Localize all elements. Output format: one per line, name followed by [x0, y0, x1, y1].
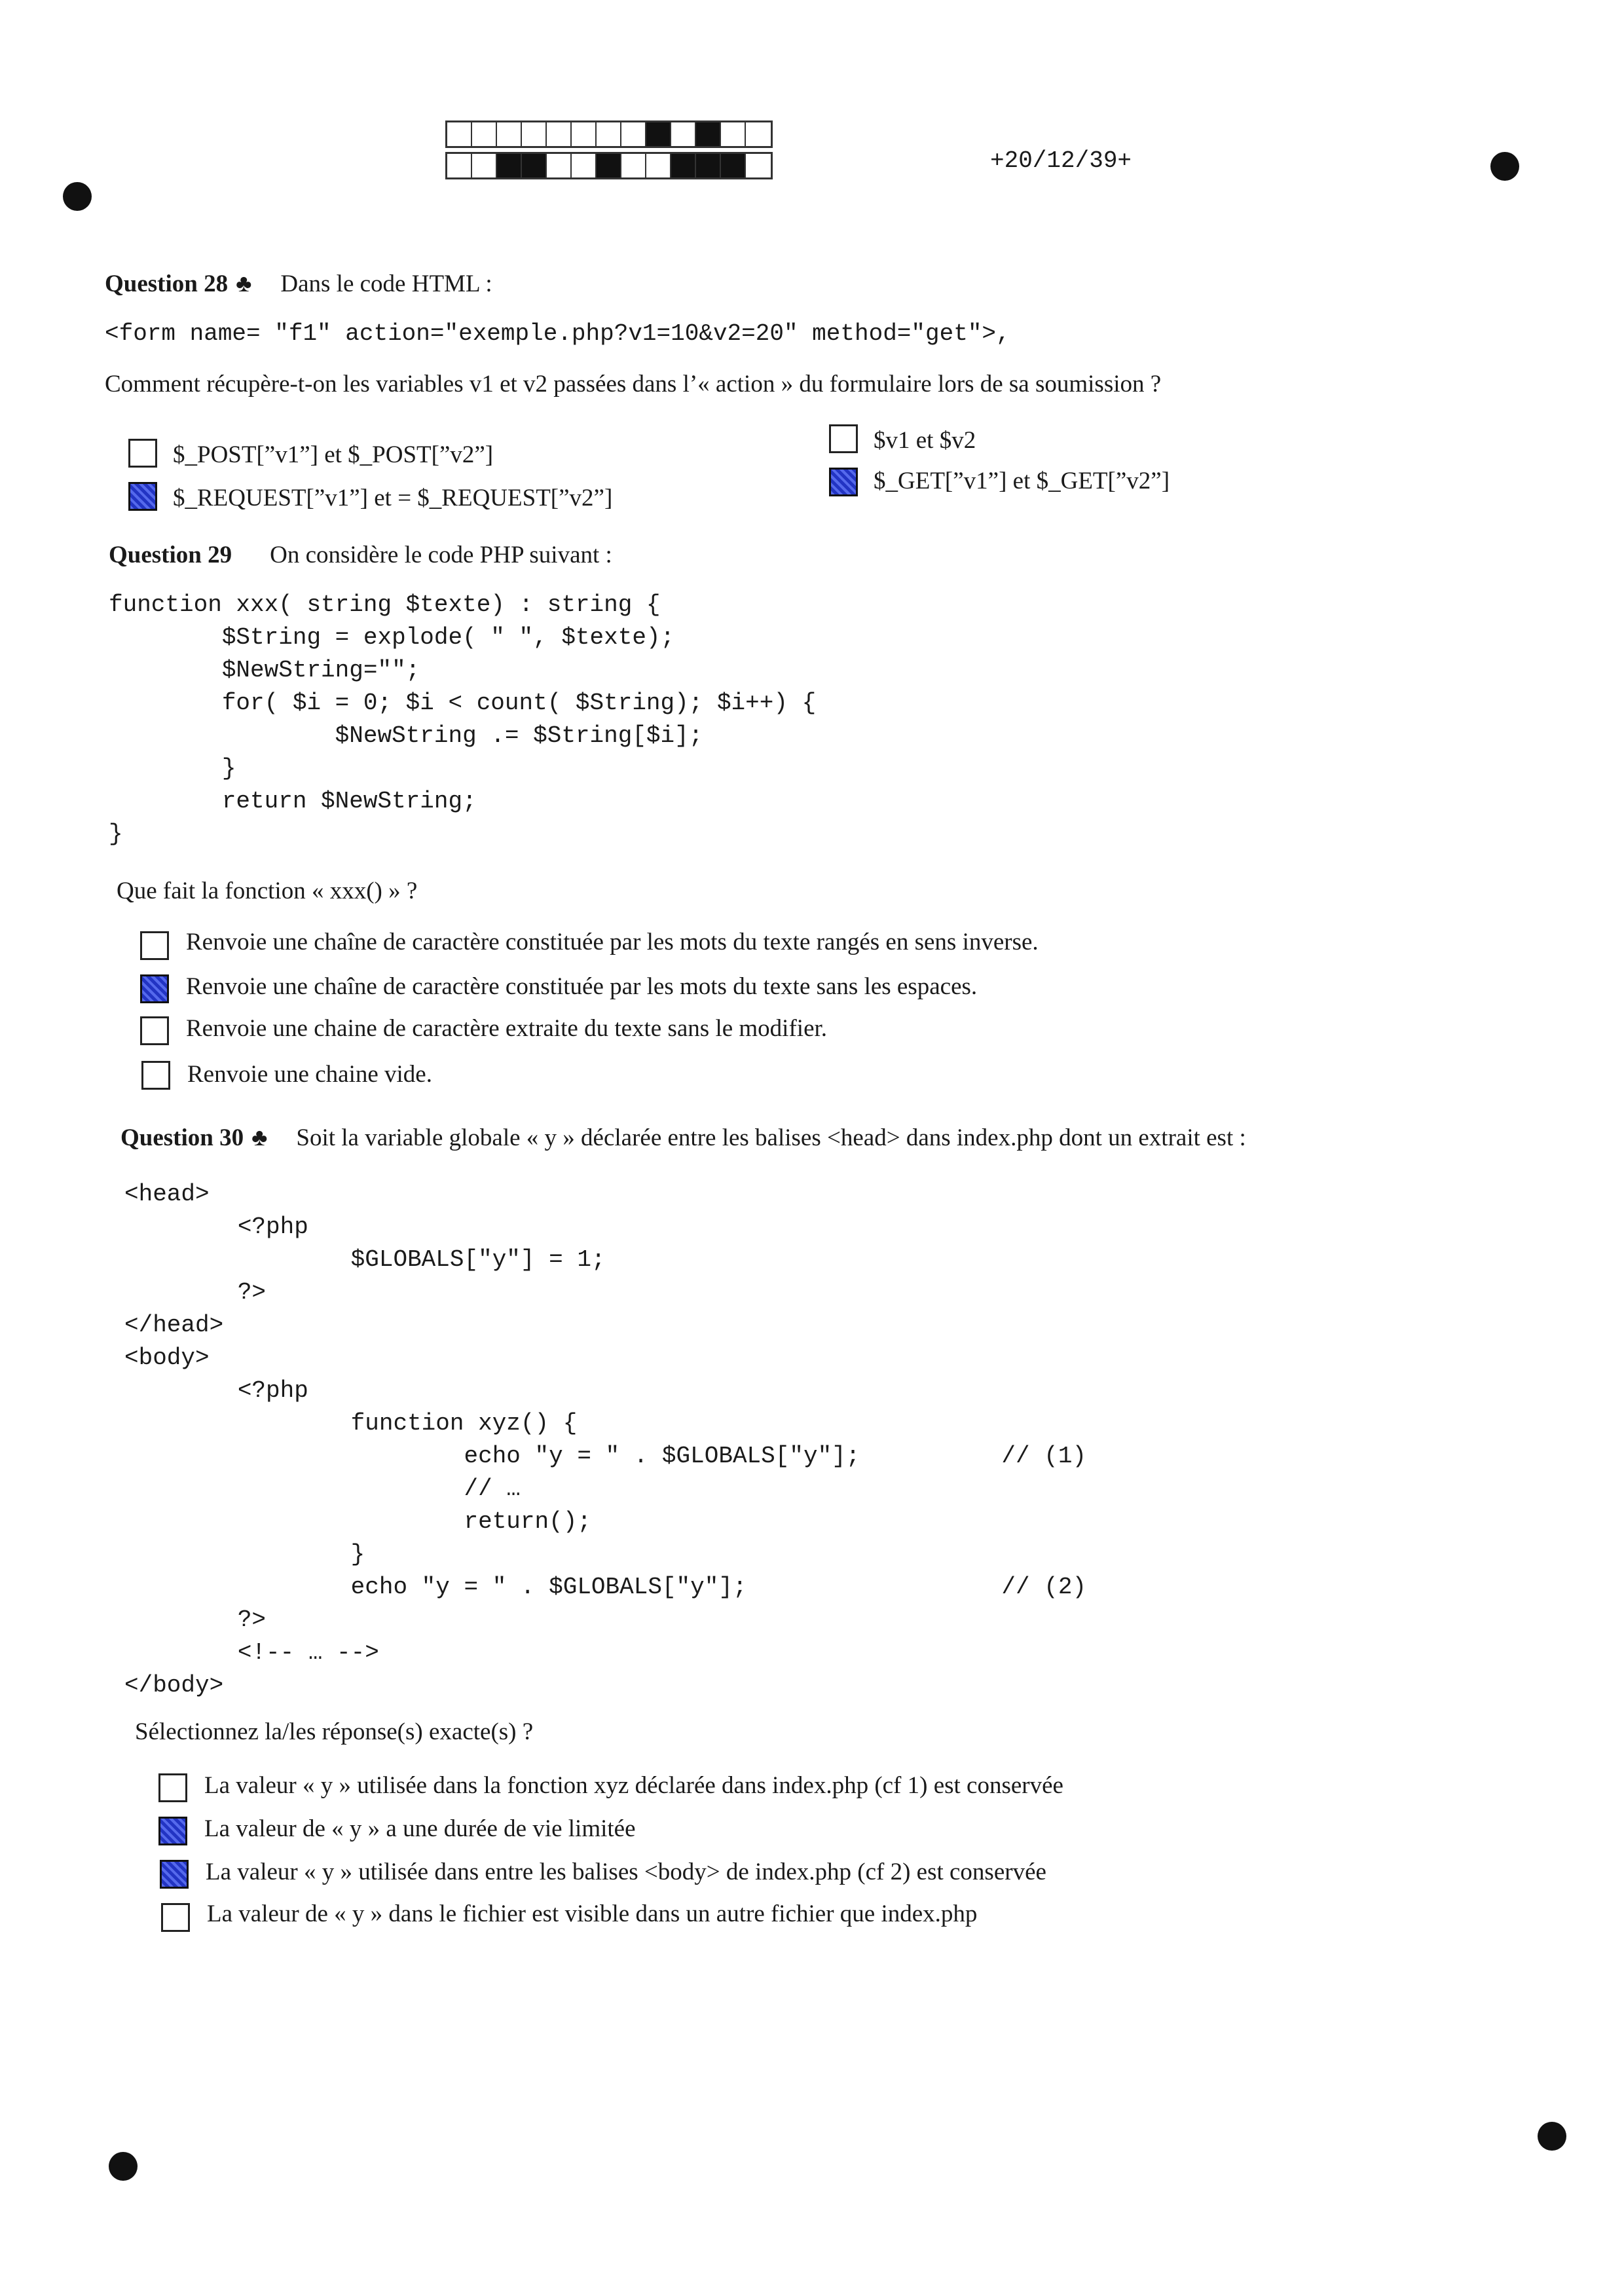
code-line: return();	[124, 1508, 591, 1535]
q30-option-4-checkbox[interactable]	[161, 1903, 190, 1932]
q28-code: <form name= "f1" action="exemple.php?v1=10&v2=20" method="get">,	[105, 320, 1010, 347]
code-line: $NewString .= $String[$i];	[109, 722, 703, 749]
barcode-cell	[547, 154, 572, 177]
q29-option-1-checkbox[interactable]	[140, 931, 169, 960]
q30-option-1-label: La valeur « y » utilisée dans la fonction xyz déclarée dans index.php (cf 1) est conservée	[204, 1772, 1063, 1799]
code-line: <!-- … -->	[124, 1639, 379, 1666]
q30-label: Question 30	[120, 1124, 244, 1151]
q28-question: Comment récupère-t-on les variables v1 et v2 passées dans l’« action » du formulaire lors de sa soumission ?	[105, 371, 1162, 398]
q28-option-1-label: $_POST[”v1”] et $_POST[”v2”]	[173, 441, 494, 468]
code-line: function xxx( string $texte) : string {	[109, 591, 661, 618]
q28-label: Question 28	[105, 270, 229, 297]
code-line: echo "y = " . $GLOBALS["y"]; // (2)	[124, 1574, 1087, 1601]
q30-intro: Soit la variable globale « y » déclarée entre les balises <head> dans index.php dont un extrait est :	[296, 1124, 1246, 1151]
code-line: $NewString="";	[109, 657, 420, 684]
code-line: $String = explode( " ", $texte);	[109, 624, 675, 651]
code-line: <?php	[124, 1213, 308, 1240]
club-icon: ♣	[236, 270, 252, 297]
code-line: <?php	[124, 1377, 308, 1404]
q29-label: Question 29	[109, 542, 232, 568]
barcode-cell	[497, 154, 522, 177]
barcode-row-top	[445, 120, 773, 148]
code-line: }	[124, 1541, 365, 1568]
code-line: for( $i = 0; $i < count( $String); $i++) {	[109, 690, 817, 716]
q29-question: Que fait la fonction « xxx() » ?	[117, 878, 418, 904]
q30-option-4-label: La valeur de « y » dans le fichier est visible dans un autre fichier que index.php	[207, 1900, 978, 1927]
q29-option-2-label: Renvoie une chaîne de caractère constituée par les mots du texte sans les espaces.	[186, 973, 978, 1000]
q28-header	[105, 270, 492, 298]
code-line: ?>	[124, 1606, 267, 1633]
q30-option-3-label: La valeur « y » utilisée dans entre les balises <body> de index.php (cf 2) est conservée	[206, 1859, 1046, 1885]
q28-option-1-checkbox[interactable]	[128, 439, 157, 468]
barcode-cell	[621, 154, 646, 177]
q28-option-4-label: $_GET[”v1”] et $_GET[”v2”]	[874, 468, 1170, 494]
q30-code-block	[124, 1183, 1086, 1707]
code-line: echo "y = " . $GLOBALS["y"]; // (1)	[124, 1443, 1087, 1470]
barcode-cell	[696, 122, 721, 146]
barcode-cell	[447, 122, 472, 146]
barcode-cell	[746, 122, 771, 146]
code-line: </head>	[124, 1312, 224, 1339]
q30-header	[120, 1124, 1246, 1152]
barcode-cell	[572, 154, 597, 177]
barcode-cell	[447, 154, 472, 177]
q30-question: Sélectionnez la/les réponse(s) exacte(s) ?	[135, 1718, 534, 1745]
q28-option-2-label: $_REQUEST[”v1”] et = $_REQUEST[”v2”]	[173, 485, 613, 511]
barcode-cell	[472, 154, 497, 177]
barcode-cell	[671, 154, 696, 177]
registration-mark-top-left	[63, 182, 92, 211]
q28-option-2-checkbox[interactable]	[128, 482, 157, 511]
registration-mark-bottom-right	[1538, 2122, 1566, 2151]
q30-option-2-checkbox[interactable]	[158, 1817, 187, 1845]
q29-option-1-label: Renvoie une chaîne de caractère constituée par les mots du texte rangés en sens inverse.	[186, 929, 1039, 955]
barcode-cell	[621, 122, 646, 146]
barcode-cell	[497, 122, 522, 146]
barcode-cell	[746, 154, 771, 177]
code-line: <body>	[124, 1344, 210, 1371]
page-id: +20/12/39+	[990, 147, 1132, 174]
barcode-cell	[572, 122, 597, 146]
q29-option-4-label: Renvoie une chaine vide.	[187, 1061, 432, 1088]
q29-option-3-checkbox[interactable]	[140, 1016, 169, 1045]
q30-option-1-checkbox[interactable]	[158, 1773, 187, 1802]
barcode-cell	[522, 122, 547, 146]
q30-option-3-checkbox[interactable]	[160, 1860, 189, 1889]
q29-header	[109, 541, 612, 569]
code-line: return $NewString;	[109, 788, 477, 815]
barcode-cell	[671, 122, 696, 146]
barcode-cell	[721, 122, 746, 146]
code-line: }	[109, 755, 236, 782]
barcode-cell	[721, 154, 746, 177]
code-line: }	[109, 821, 123, 847]
q29-option-2-checkbox[interactable]	[140, 974, 169, 1003]
barcode-cell	[597, 122, 621, 146]
barcode-cell	[472, 122, 497, 146]
q28-option-3-checkbox[interactable]	[829, 424, 858, 453]
club-icon: ♣	[251, 1124, 268, 1151]
q28-intro: Dans le code HTML :	[280, 270, 492, 297]
barcode-cell	[696, 154, 721, 177]
registration-mark-top-right	[1490, 152, 1519, 181]
code-line: $GLOBALS["y"] = 1;	[124, 1246, 606, 1273]
barcode-cell	[646, 154, 671, 177]
q29-code-block	[109, 593, 816, 855]
q30-option-2-label: La valeur de « y » a une durée de vie limitée	[204, 1815, 636, 1842]
q28-option-3-label: $v1 et $v2	[874, 427, 976, 454]
q29-intro: On considère le code PHP suivant :	[270, 542, 612, 568]
barcode-cell	[646, 122, 671, 146]
q29-option-3-label: Renvoie une chaine de caractère extraite du texte sans le modifier.	[186, 1015, 828, 1042]
barcode-cell	[597, 154, 621, 177]
registration-mark-bottom-left	[109, 2152, 138, 2181]
code-line: function xyz() {	[124, 1410, 578, 1437]
q29-option-4-checkbox[interactable]	[141, 1061, 170, 1090]
code-line: ?>	[124, 1279, 267, 1306]
barcode-cell	[547, 122, 572, 146]
q28-option-4-checkbox[interactable]	[829, 468, 858, 496]
code-line: // …	[124, 1475, 521, 1502]
code-line: <head>	[124, 1181, 210, 1208]
code-line: </body>	[124, 1672, 224, 1699]
barcode-cell	[522, 154, 547, 177]
barcode-row-bottom	[445, 152, 773, 179]
